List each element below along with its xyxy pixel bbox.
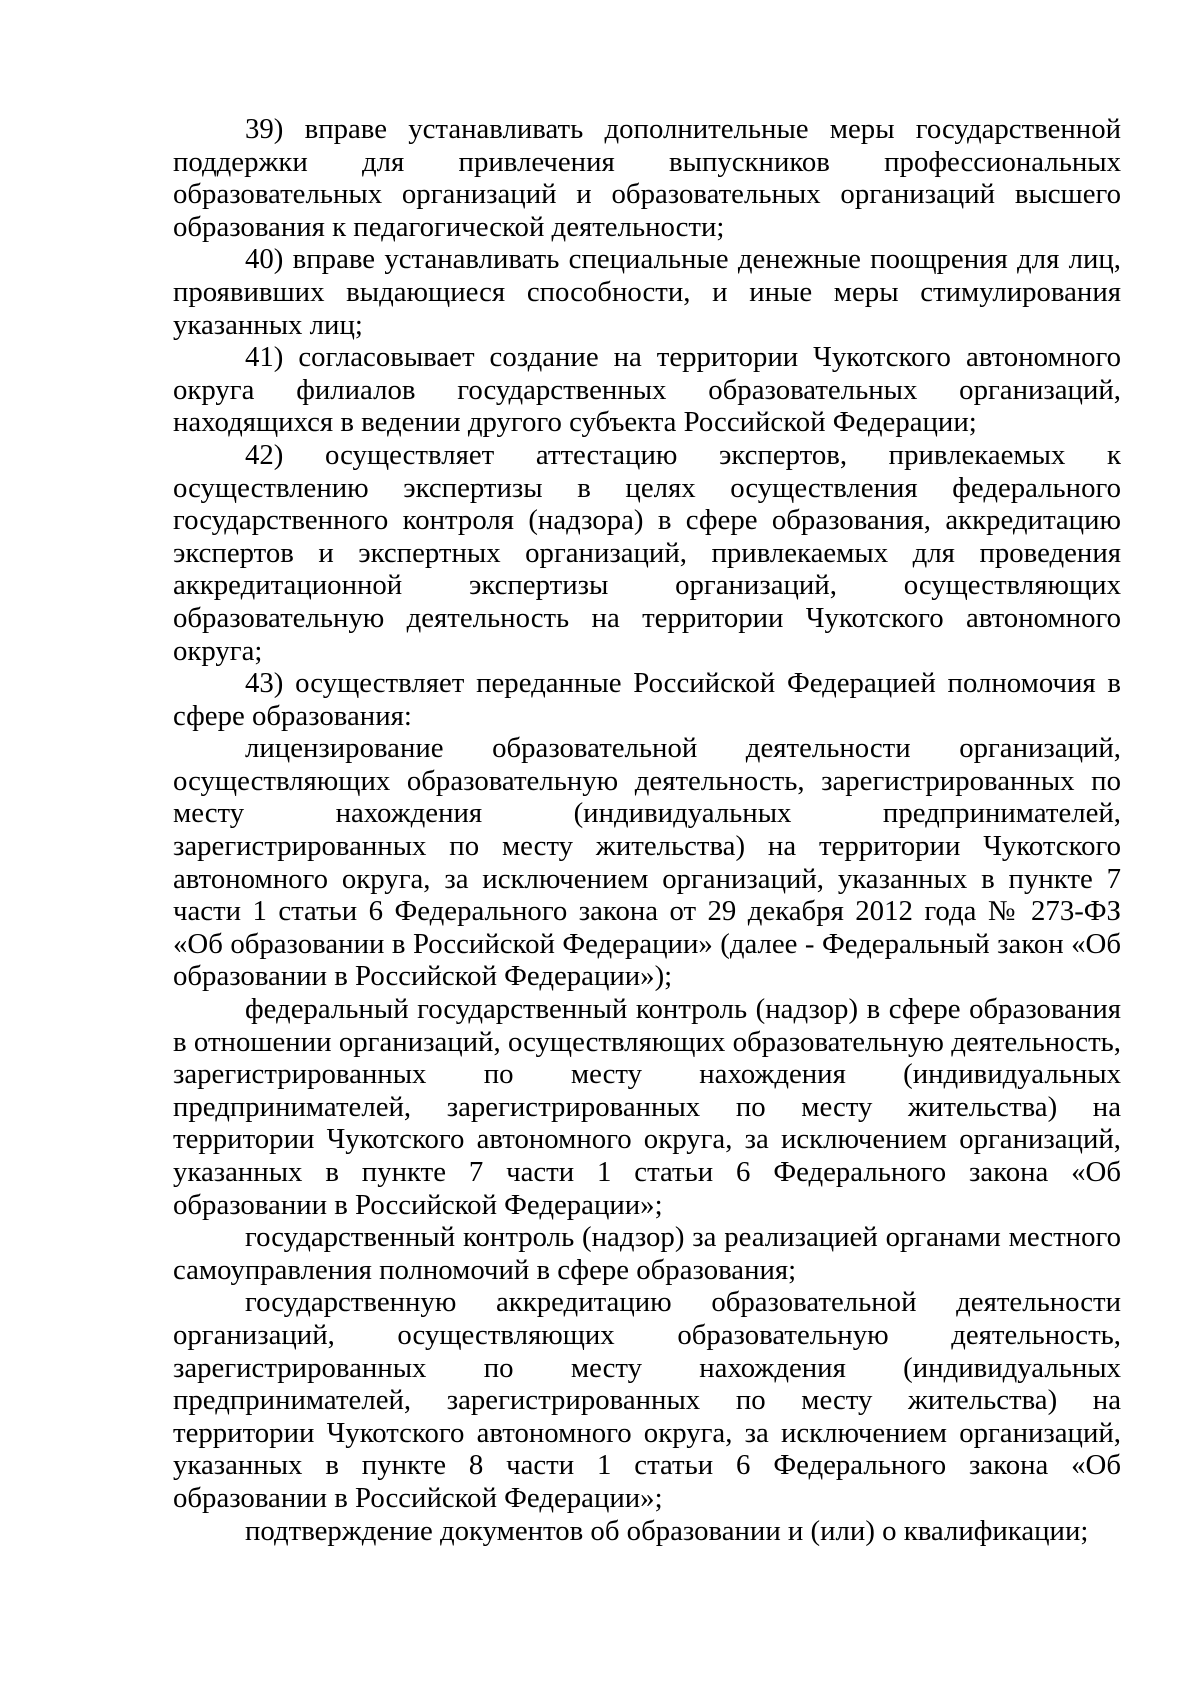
paragraph-item-42: 42) осуществляет аттестацию экспертов, привлекаемых к осуществлению экспертизы в целях осуществления федерального государственного контроля (надзора) в сфере образования, аккредитацию экспертов и экспертных организаций, привлекаемых для проведения аккредитационной экспертизы организаций, осуществляющих образовательную деятельность на территории Чукотского автономного округа; xyxy=(173,438,1121,667)
paragraph-item-43: 43) осуществляет переданные Российской Федерацией полномочия в сфере образования: xyxy=(173,667,1121,732)
paragraph-item-39: 39) вправе устанавливать дополнительные меры государственной поддержки для привлечения выпускников профессиональных образовательных организаций и образовательных организаций высшего образования к педагогической деятельности; xyxy=(173,113,1121,243)
document-page xyxy=(173,113,1121,1547)
subitem-federal-control: федеральный государственный контроль (надзор) в сфере образования в отношении организаций, осуществляющих образовательную деятельность, зарегистрированных по месту нахождения (индивидуальных предпринимателей, зарегистрированных по месту жительства) на территории Чукотского автономного округа, за исключением организаций, указанных в пункте 7 части 1 статьи 6 Федерального закона «Об образовании в Российской Федерации»; xyxy=(173,993,1121,1221)
subitem-municipal-control: государственный контроль (надзор) за реализацией органами местного самоуправления полномочий в сфере образования; xyxy=(173,1221,1121,1286)
subitem-document-confirmation: подтверждение документов об образовании и (или) о квалификации; xyxy=(245,1514,1089,1547)
subitem-accreditation: государственную аккредитацию образовательной деятельности организаций, осуществляющих образовательную деятельность, зарегистрированных по месту нахождения (индивидуальных предпринимателей, зарегистрированных по месту жительства) на территории Чукотского автономного округа, за исключением организаций, указанных в пункте 8 части 1 статьи 6 Федерального закона «Об образовании в Российской Федерации»; xyxy=(173,1286,1121,1514)
subitem-licensing: лицензирование образовательной деятельности организаций, осуществляющих образовательную деятельность, зарегистрированных по месту нахождения (индивидуальных предпринимателей, зарегистрированных по месту жительства) на территории Чукотского автономного округа, за исключением организаций, указанных в пункте 7 части 1 статьи 6 Федерального закона от 29 декабря 2012 года № 273-ФЗ «Об образовании в Российской Федерации» (далее - Федеральный закон «Об образовании в Российской Федерации»); xyxy=(173,732,1121,993)
paragraph-item-41: 41) согласовывает создание на территории Чукотского автономного округа филиалов государственных образовательных организаций, находящихся в ведении другого субъекта Российской Федерации; xyxy=(173,341,1121,439)
paragraph-item-40: 40) вправе устанавливать специальные денежные поощрения для лиц, проявивших выдающиеся способности, и иные меры стимулирования указанных лиц; xyxy=(173,243,1121,341)
